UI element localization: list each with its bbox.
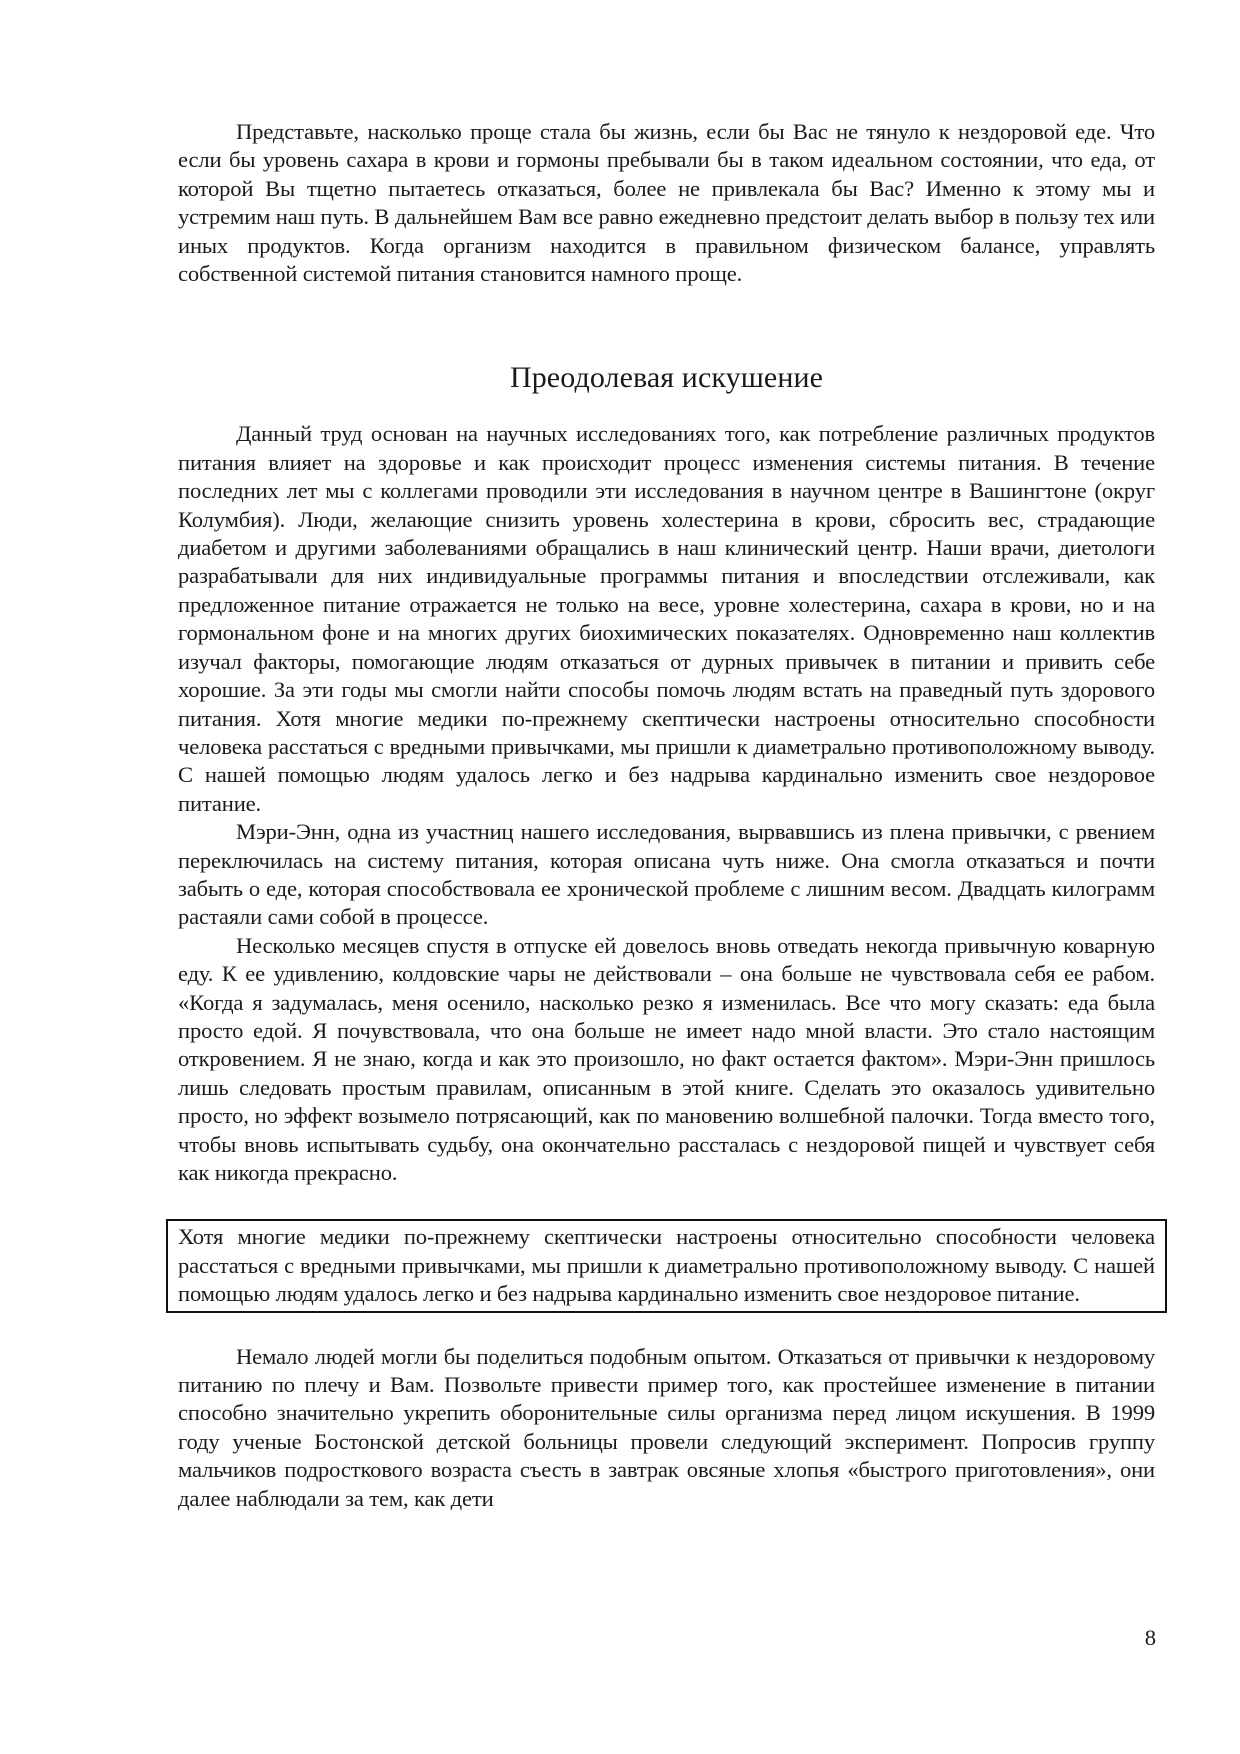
spacer [178,288,1155,360]
page-body [178,118,1155,1513]
paragraph-vacation: Несколько месяцев спустя в отпуске ей довелось вновь отведать некогда привычную коварную еду. К ее удивлению, колдовские чары не действовали – она больше не чувствовала себя ее рабом. «Когда я задумалась, меня осенило, насколько резко я изменилась. Все что могу сказать: еда была просто едой. Я почувствовала, что она больше не имеет надо мной власти. Это стало настоящим откровением. Я не знаю, когда и как это произошло, но факт остается фактом». Мэри-Энн пришлось лишь следовать простым правилам, описанным в этой книге. Сделать это оказалось удивительно просто, но эффект возымело потрясающий, как по мановению волшебной палочки. Тогда вместо того, чтобы вновь испытывать судьбу, она окончательно рассталась с нездоровой пищей и чувствует себя как никогда прекрасно. [178,932,1155,1185]
paragraph-intro: Представьте, насколько проще стала бы жизнь, если бы Вас не тянуло к нездоровой еде. Что если бы уровень сахара в крови и гормоны пребывали бы в таком идеальном состоянии, что еда, от которой Вы тщетно пытаетесь отказаться, более не привлекала бы Вас? Именно к этому мы и устремим наш путь. В дальнейшем Вам все равно ежедневно предстоит делать выбор в пользу тех или иных продуктов. Когда организм находится в правильном физическом балансе, управлять собственной системой питания становится намного проще. [178,119,1155,287]
section-title: Преодолевая искушение [509,361,824,395]
paragraph-mary-ann: Мэри-Энн, одна из участниц нашего исследования, вырвавшись из плена привычки, с рвением переключилась на систему питания, которая описана чуть ниже. Она смогла отказаться и почти забыть о еде, которая способствовала ее хронической проблеме с лишним весом. Двадцать килограмм растаяли сами собой в процессе. [178,819,1155,930]
paragraph-research: Данный труд основан на научных исследованиях того, как потребление различных продуктов питания влияет на здоровье и как происходит процесс изменения системы питания. В течение последних лет мы с коллегами проводили эти исследования в научном центре в Вашингтоне (округ Колумбия). Люди, желающие снизить уровень холестерина в крови, сбросить вес, страдающие диабетом и другими заболеваниями обращались в наш клинический центр. Наши врачи, диетологи разрабатывали для них индивидуальные программы питания и впоследствии отслеживали, как предложенное питание отражается не только на весе, уровне холестерина, сахара в крови, но и на гормональном фоне и на многих других биохимических показателях. Одновременно наш коллектив изучал факторы, помогающие людям отказаться от дурных привычек в питании и привить себе хорошие. За эти годы мы смогли найти способы помочь людям встать на праведный путь здорового питания. Хотя многие медики по-прежнему скептически настроены относительно способности человека расстаться с вредными привычками, мы пришли к диаметрально противоположному выводу. С нашей помощью людям удалось легко и без надрыва кардинально изменить свое нездоровое питание. [178,421,1155,816]
callout-box [166,1219,1167,1312]
callout-text: Хотя многие медики по-прежнему скептически настроены относительно способности человека расстаться с вредными привычками, мы пришли к диаметрально противоположному выводу. С нашей помощью людям удалось легко и без надрыва кардинально изменить свое нездоровое питание. [178,1224,1155,1307]
spacer [178,396,1155,420]
page-number: 8 [1144,1625,1156,1650]
paragraph-experiment: Немало людей могли бы поделиться подобным опытом. Отказаться от привычки к нездоровому питанию по плечу и Вам. Позвольте привести пример того, как простейшее изменение в питании способно значительно укрепить оборонительные силы организма перед лицом искушения. В 1999 году ученые Бостонской детской больницы провели следующий эксперимент. Попросив группу мальчиков подросткового возраста съесть в завтрак овсяные хлопья «быстрого приготовления», они далее наблюдали за тем, как дети [178,1343,1155,1511]
spacer [178,1313,1155,1343]
